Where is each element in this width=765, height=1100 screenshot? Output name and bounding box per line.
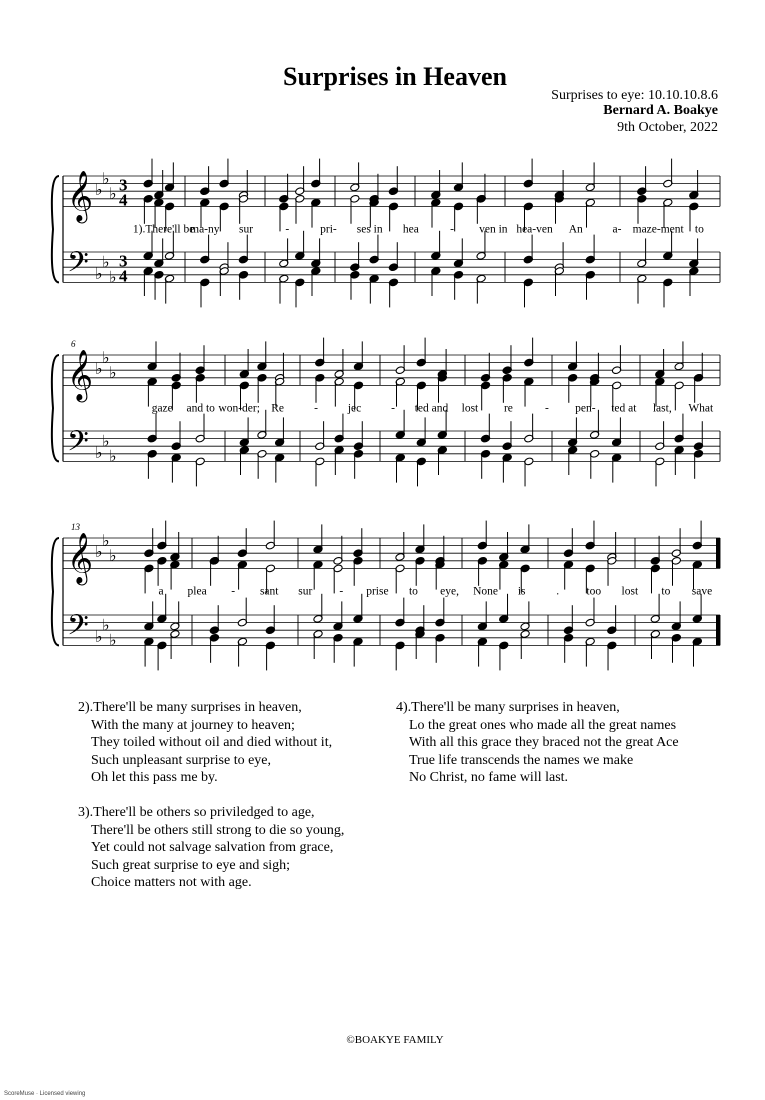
treble-clef: 𝄞 [67, 532, 94, 584]
verse-line: 2).There'll be many surprises in heaven, [78, 700, 302, 715]
lyric-syllable: re [503, 402, 513, 415]
verse-2 [78, 699, 332, 787]
lyric-syllable: . [556, 585, 560, 598]
time-signature: 3 [119, 251, 128, 271]
verse-line: Yet could not salvage salvation from grace, [91, 840, 334, 855]
lyric-syllable: - [544, 402, 549, 415]
lyric-syllable: won-der; [218, 402, 260, 415]
lyric-syllable: a- [612, 223, 622, 236]
flat-sign: ♭ [95, 263, 103, 283]
bass-clef: 𝄢 [67, 608, 89, 649]
verse-line: With the many at journey to heaven; [91, 717, 295, 733]
verse-line: With all this grace they braced not the great Ace [409, 735, 679, 750]
brace [52, 176, 59, 282]
flat-sign: ♭ [102, 168, 110, 188]
lyric-syllable: ma-ny [190, 223, 220, 236]
bass-clef: 𝄢 [67, 245, 89, 286]
verse-line: Such unpleasant surprise to eye, [91, 752, 272, 768]
lyric-syllable: ses in [356, 223, 383, 236]
brace [52, 538, 59, 645]
lyric-syllable: sur [298, 585, 313, 598]
bass-clef: 𝄢 [67, 424, 89, 465]
verse-line: 3).There'll be others so priviledged to age, [78, 805, 315, 820]
flat-sign: ♭ [102, 252, 110, 272]
verse-line: Such great surprise to eye and sigh; [91, 857, 291, 873]
verse-line: They toiled without oil and died without it, [91, 735, 333, 750]
lyric-syllable: - [231, 585, 236, 598]
verse-line: Lo the great ones who made all the great names [409, 717, 677, 733]
lyric-syllable: pri- [320, 223, 337, 236]
flat-sign: ♭ [102, 530, 110, 550]
lyric-syllable: ted at [611, 402, 637, 415]
time-signature: 4 [119, 266, 128, 286]
time-signature: 4 [119, 190, 128, 210]
verse-line: Choice matters not with age. [91, 875, 252, 890]
treble-clef: 𝄞 [67, 349, 94, 401]
lyric-syllable: plea [187, 585, 207, 598]
lyric-syllable: An [568, 223, 583, 236]
treble-clef: 𝄞 [67, 170, 94, 222]
copyright-footer: ©BOAKYE FAMILY [346, 1034, 444, 1046]
lyric-syllable: - [391, 402, 395, 415]
lyric-syllable: is [517, 585, 526, 598]
verse-line: There'll be others still strong to die so young, [91, 822, 345, 838]
lyric-syllable: pen- [575, 402, 596, 415]
lyric-syllable: a [158, 585, 164, 598]
lyric-syllable: sur [239, 223, 254, 236]
flat-sign: ♭ [109, 363, 117, 382]
lyric-syllable: None [473, 585, 499, 598]
lyric-syllable: 1).There'll be [132, 223, 195, 236]
lyric-syllable: to [408, 585, 418, 598]
meter-line: Surprises to eye: 10.10.10.8.6 [551, 88, 718, 103]
verse-4 [396, 699, 679, 787]
flat-sign: ♭ [102, 347, 110, 367]
lyric-syllable: - [339, 585, 344, 598]
flat-sign: ♭ [95, 626, 103, 646]
verse-line: Oh let this pass me by. [91, 770, 218, 785]
song-title: Surprises in Heaven [283, 62, 507, 91]
lyric-syllable: - [285, 223, 290, 236]
lyric-syllable: lost [461, 402, 479, 415]
composer-name: Bernard A. Boakye [603, 103, 718, 118]
flat-sign: ♭ [95, 180, 103, 200]
lyric-syllable: sant [259, 585, 279, 598]
flat-sign: ♭ [109, 546, 117, 565]
composition-date: 9th October, 2022 [617, 120, 718, 135]
lyric-syllable: hea [402, 223, 419, 236]
flat-sign: ♭ [95, 442, 103, 462]
lyric-syllable: - [450, 223, 455, 236]
flat-sign: ♭ [95, 359, 103, 379]
verse-line: 4).There'll be many surprises in heaven, [396, 700, 620, 715]
lyric-syllable: to [661, 585, 671, 598]
lyric-syllable: ven in [479, 223, 508, 236]
flat-sign: ♭ [102, 615, 110, 635]
lyric-syllable: hea-ven [516, 223, 553, 236]
lyric-syllable: ted and [414, 402, 449, 415]
lyric-syllable: too [586, 585, 602, 598]
lyric-syllable: save [691, 585, 713, 598]
lyric-syllable: jec [347, 402, 362, 415]
flat-sign: ♭ [109, 184, 117, 203]
lyric-syllable: - [314, 402, 319, 415]
lyric-syllable: last, [652, 402, 672, 415]
lyric-syllable: Re [271, 402, 285, 415]
flat-sign: ♭ [109, 446, 117, 466]
flat-sign: ♭ [95, 542, 103, 562]
verse-line: No Christ, no fame will last. [409, 770, 569, 785]
verse-3 [78, 804, 344, 892]
lyric-syllable: maze-ment [632, 223, 684, 236]
lyric-syllable: to [694, 223, 704, 236]
final-barline [716, 615, 720, 645]
lyric-syllable: lost [621, 585, 639, 598]
lyric-syllable: What [688, 402, 714, 415]
flat-sign: ♭ [109, 267, 117, 287]
lyric-syllable: eye, [440, 585, 459, 598]
measure-number: 6 [71, 339, 76, 349]
verse-line: True life transcends the names we make [409, 752, 634, 768]
time-signature: 3 [119, 175, 128, 195]
final-barline [716, 538, 720, 568]
flat-sign: ♭ [109, 630, 117, 650]
lyric-syllable: and to [186, 402, 215, 415]
lyric-syllable: prise [366, 585, 389, 598]
lyric-syllable: gaze [151, 402, 173, 415]
viewer-label: ScoreMuse · Licensed viewing [4, 1091, 86, 1097]
measure-number: 13 [71, 522, 80, 532]
brace [52, 355, 59, 461]
flat-sign: ♭ [102, 431, 110, 451]
